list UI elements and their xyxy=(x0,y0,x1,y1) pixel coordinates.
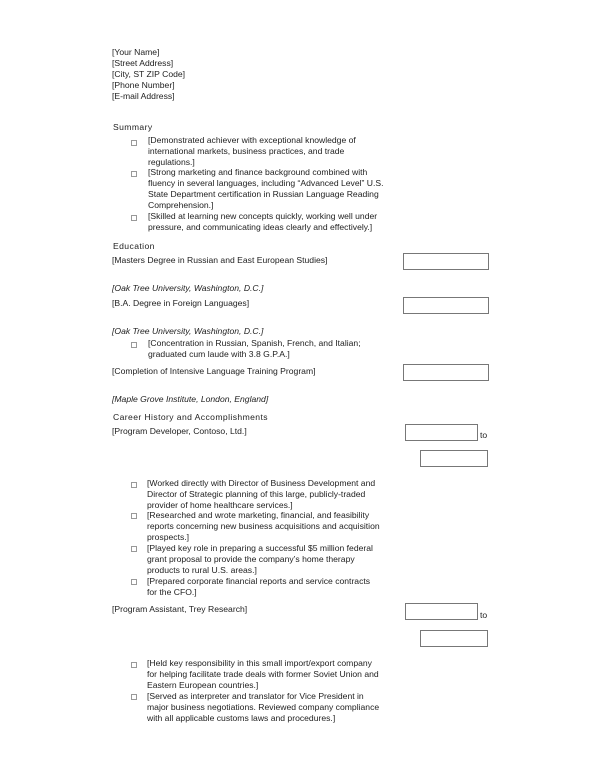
text-line: for the CFO.] xyxy=(147,587,197,597)
job1-bullet-1[interactable] xyxy=(147,478,375,511)
bullet-icon xyxy=(131,662,137,668)
date-field[interactable] xyxy=(403,253,489,270)
text-line: [Skilled at learning new concepts quickly, working well under xyxy=(148,211,378,221)
text-line: major business negotiations. Reviewed company compliance xyxy=(147,702,380,712)
education-heading: Education xyxy=(113,241,155,251)
bullet-icon xyxy=(131,546,137,552)
to-label: to xyxy=(480,430,488,440)
education-school-1[interactable]: [Oak Tree University, Washington, D.C.] xyxy=(112,283,264,293)
end-date-field[interactable] xyxy=(420,450,488,467)
text-line: [Researched and wrote marketing, financial, and feasibility xyxy=(147,510,370,520)
city-field[interactable]: [City, ST ZIP Code] xyxy=(112,69,186,79)
bullet-icon xyxy=(131,482,137,488)
text-line: [Served as interpreter and translator for Vice President in xyxy=(147,691,364,701)
summary-heading: Summary xyxy=(113,122,153,132)
text-line: regulations.] xyxy=(148,157,195,167)
education-degree-2[interactable]: [B.A. Degree in Foreign Languages] xyxy=(112,298,250,308)
job1-bullet-4[interactable] xyxy=(147,576,370,598)
bullet-icon xyxy=(131,513,137,519)
text-line: for helping facilitate trade deals with former Soviet Union and xyxy=(147,669,379,679)
bullet-icon xyxy=(131,694,137,700)
start-date-field[interactable] xyxy=(405,603,478,620)
text-line: State Department certification in Russian Language Reading xyxy=(148,189,379,199)
to-label: to xyxy=(480,610,488,620)
bullet-icon xyxy=(131,215,137,221)
text-line: fluency in several languages, including “Advanced Level” U.S. xyxy=(148,178,384,188)
career-heading: Career History and Accomplishments xyxy=(113,412,268,422)
text-line: [Held key responsibility in this small import/export company xyxy=(147,658,372,668)
job2-bullet-1[interactable] xyxy=(147,658,379,691)
start-date-field[interactable] xyxy=(405,424,478,441)
text-line: reports concerning new business acquisitions and acquisition xyxy=(147,521,380,531)
text-line: international markets, business practices, and trade xyxy=(148,146,345,156)
summary-bullet-2[interactable] xyxy=(148,167,384,211)
education-degree-3[interactable]: [Completion of Intensive Language Training Program] xyxy=(112,366,316,376)
bullet-icon xyxy=(131,140,137,146)
street-field[interactable]: [Street Address] xyxy=(112,58,174,68)
job1-bullet-2[interactable] xyxy=(147,510,380,543)
text-line: [Demonstrated achiever with exceptional knowledge of xyxy=(148,135,356,145)
text-line: Comprehension.] xyxy=(148,200,214,210)
date-field[interactable] xyxy=(403,297,489,314)
text-line: [Prepared corporate financial reports and service contracts xyxy=(147,576,371,586)
text-line: grant proposal to provide the company’s home therapy xyxy=(147,554,355,564)
education-school-2[interactable]: [Oak Tree University, Washington, D.C.] xyxy=(112,326,264,336)
text-line: provider of home healthcare services.] xyxy=(147,500,293,510)
text-line: [Worked directly with Director of Business Development and xyxy=(147,478,376,488)
text-line: [Played key role in preparing a successful $5 million federal xyxy=(147,543,373,553)
job-title-2[interactable]: [Program Assistant, Trey Research] xyxy=(112,604,248,614)
contact-header xyxy=(112,47,185,102)
job2-bullet-2[interactable] xyxy=(147,691,379,724)
bullet-icon xyxy=(131,171,137,177)
phone-field[interactable]: [Phone Number] xyxy=(112,80,175,90)
summary-bullet-3[interactable] xyxy=(148,211,377,233)
summary-bullet-1[interactable] xyxy=(148,135,356,168)
text-line: Director of Strategic planning of this large, publicly-traded xyxy=(147,489,366,499)
bullet-icon xyxy=(131,342,137,348)
end-date-field[interactable] xyxy=(420,630,488,647)
text-line: pressure, and communicating ideas clearly and effectively.] xyxy=(148,222,373,232)
text-line: products to rural U.S. areas.] xyxy=(147,565,257,575)
job1-bullet-3[interactable] xyxy=(147,543,373,576)
name-field[interactable]: [Your Name] xyxy=(112,47,160,57)
job-title-1[interactable]: [Program Developer, Contoso, Ltd.] xyxy=(112,426,247,436)
bullet-icon xyxy=(131,579,137,585)
text-line: Eastern European countries.] xyxy=(147,680,259,690)
text-line: [Concentration in Russian, Spanish, French, and Italian; xyxy=(148,338,361,348)
education-school-3[interactable]: [Maple Grove Institute, London, England] xyxy=(112,394,269,404)
education-bullet[interactable] xyxy=(148,338,361,360)
text-line: [Strong marketing and finance background combined with xyxy=(148,167,368,177)
text-line: graduated cum laude with 3.8 G.P.A.] xyxy=(148,349,290,359)
date-field[interactable] xyxy=(403,364,489,381)
email-field[interactable]: [E-mail Address] xyxy=(112,91,175,101)
text-line: with all applicable customs laws and procedures.] xyxy=(147,713,336,723)
education-degree-1[interactable]: [Masters Degree in Russian and East European Studies] xyxy=(112,255,328,265)
text-line: prospects.] xyxy=(147,532,190,542)
